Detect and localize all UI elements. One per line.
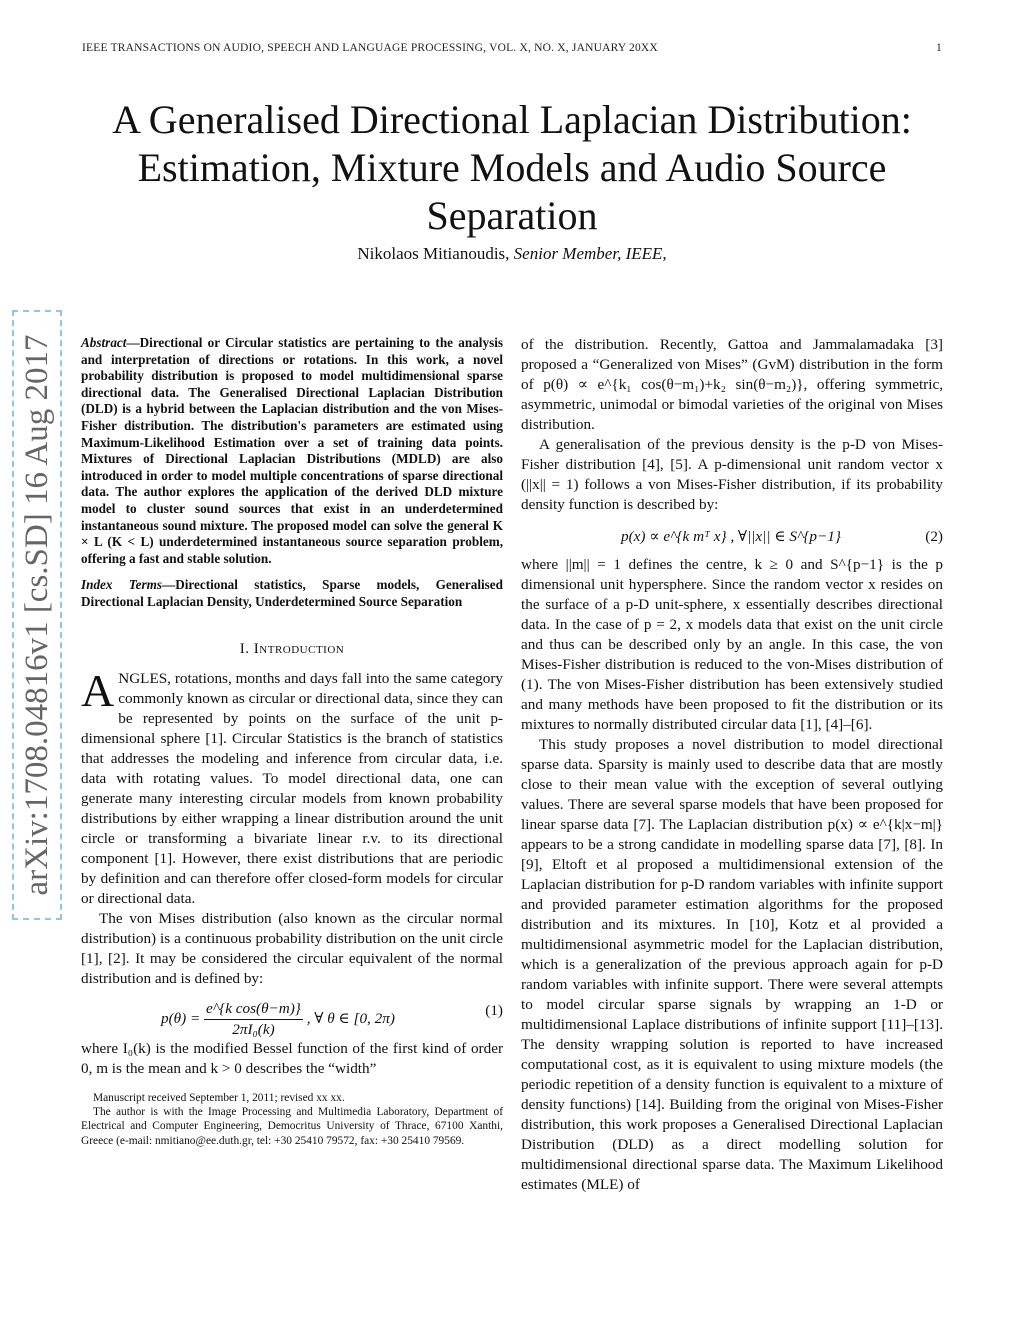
title-line: Separation bbox=[426, 193, 598, 238]
eq1-number: (1) bbox=[485, 1001, 503, 1019]
index-terms bbox=[81, 577, 503, 610]
eq1-lhs: p(θ) = bbox=[161, 1009, 201, 1027]
drop-cap: A bbox=[81, 664, 115, 716]
left-column bbox=[81, 335, 503, 1148]
section-title: Introduction bbox=[253, 640, 345, 657]
intro-paragraph-2: The von Mises distribution (also known as the circular normal distribution) is a continuous probability distribution on the unit circle [1], [2]. It may be considered the circular equivalent of the normal distribution and is defined by: bbox=[81, 909, 503, 987]
right-paragraph-1: of the distribution. Recently, Gattoa and Jammalamadaka [3] proposed a “Generalized von Mises” (GvM) distribution in the form of p(θ) ∝ e^{k₁ cos(θ−m₁)+k₂ sin(θ−m₂)}, offering symmetric, asymmetric, unimodal or bimodal varieties of the original von Mises distribution. bbox=[521, 336, 943, 433]
right-paragraph-4: This study proposes a novel distribution to model directional sparse data. Sparsity is mainly used to describe data that are mostly close to their mean value with the exception of several outlying values. There are several sparse models that have been proposed for linear sparse data [7]. The Laplacian distribution p(x) ∝ e^{k|x−m|} appears to be a strong candidate in modelling sparse data [7], [8]. In [9], Eltoft et al proposed a multidimensional extension of the Laplacian distribution for p-D random variables with infinite support and provided parameter estimation algorithms for the proposed distribution and its mixtures. In [10], Kotz et al provided a multidimensional asymmetric model for the Laplacian distribution, which is a generalization of the previous approach again for p-D random variables with infinite support. There were several attempts to model circular sparse signals by wrapping an 1-D or multidimensional Laplace distributions of infinite support [11]–[13]. The density wrapping solution is reported to have increased computational cost, as it is equivalent to using mixture models (the periodic repetition of a density function is equivalent to a mixture of density functions) [14]. Building from the original von Mises-Fisher distribution, this work proposes a Generalised Directional Laplacian Distribution (DLD) as a direct modelling solution for multidimensional directional sparse data. The Maximum Likelihood estimates (MLE) of bbox=[521, 736, 943, 1193]
right-paragraph-3: where ||m|| = 1 defines the centre, k ≥ 0 and S^{p−1} is the p dimensional unit hypersphere. Since the random vector x resides on the surface of a p-D unit-sphere, x essentially describes directional data. In the case of p = 2, x models data that exist on the unit circle and thus can be described only by an angle. In this case, the von Mises-Fisher distribution is reduced to the von-Mises distribution of (1). The von Mises-Fisher distribution has been extensively studied and many methods have been proposed to fit the distribution or its mixtures to normally distributed circular data [1], [4]–[6]. bbox=[521, 556, 943, 733]
right-column bbox=[521, 335, 943, 1195]
equation-1 bbox=[81, 989, 503, 1039]
footnote: Manuscript received September 1, 2011; revised xx xx. bbox=[93, 1091, 345, 1104]
equation-2 bbox=[521, 515, 943, 555]
right-paragraph-2: A generalisation of the previous density is the p-D von Mises-Fisher distribution [4], [5]. A p-dimensional unit random vector x (||x|| = 1) follows a von Mises-Fisher distribution, if its probability density function is described by: bbox=[521, 436, 943, 513]
author-name: Nikolaos Mitianoudis, bbox=[357, 244, 510, 263]
abstract bbox=[81, 335, 503, 567]
running-header bbox=[82, 42, 942, 54]
eq2-body: p(x) ∝ e^{k mᵀ x} , ∀||x|| ∈ S^{p−1} bbox=[621, 528, 841, 545]
title-line: Estimation, Mixture Models and Audio Source bbox=[137, 145, 887, 190]
abstract-label: Abstract bbox=[81, 335, 127, 350]
eq1-denominator: 2πI₀(k) bbox=[232, 1020, 275, 1038]
paper-title bbox=[60, 96, 964, 240]
section-number: I. bbox=[239, 640, 250, 657]
page-number: 1 bbox=[936, 42, 942, 54]
eq1-numerator: e^{k cos(θ−m)} bbox=[204, 999, 303, 1020]
intro-paragraph-3: where I₀(k) is the modified Bessel function of the first kind of order 0, m is the mean and k > 0 describes the “width” bbox=[81, 1039, 503, 1077]
index-terms-label: Index Terms bbox=[81, 577, 162, 593]
section-heading bbox=[81, 639, 503, 659]
author-role: Senior Member, IEEE, bbox=[513, 244, 667, 263]
footnotes bbox=[81, 1091, 503, 1149]
eq2-number: (2) bbox=[925, 528, 943, 545]
journal-header: IEEE TRANSACTIONS ON AUDIO, SPEECH AND LANGUAGE PROCESSING, VOL. X, NO. X, JANUARY 20XX bbox=[82, 42, 658, 54]
arxiv-stamp bbox=[12, 310, 62, 920]
intro-paragraph-1: ANGLES, rotations, months and days fall into the same category commonly known as circular or directional data, since they can be represented by points on the surface of the unit p-dimensional sphere [1]. Circular Statistics is the branch of statistics that addresses the modeling and inference from circular data, i.e. data with rotating values. To model directional data, one can generate many interesting circular models from known probability distributions by either wrapping a linear distribution around the unit circle or transforming a bivariate linear r.v. to its directional component [1]. However, there exist distributions that are periodic by definition and can therefore offer closed-form models for circular or directional data. bbox=[81, 664, 503, 907]
eq1-condition: , ∀ θ ∈ [0, 2π) bbox=[306, 1009, 395, 1027]
abstract-text: —Directional or Circular statistics are pertaining to the analysis and interpretation of directions or rotations. In this work, a novel probability distribution is proposed to model multidimensional sparse directional data. The Generalised Directional Laplacian Distribution (DLD) is a hybrid between the Laplacian distribution and the von Mises-Fisher distribution. The distribution's parameters are estimated using Maximum-Likelihood Estimation over a set of training data points. Mixtures of Directional Laplacian Distributions (MDLD) are also introduced in order to model multiple concentrations of sparse directional data. The author explores the application of the derived DLD mixture model to cluster sound sources that exist in an underdetermined instantaneous sound mixture. The proposed model can solve the general K × L (K < L) underdetermined instantaneous source separation problem, offering a fast and stable solution. bbox=[81, 335, 503, 566]
author-line bbox=[60, 244, 964, 264]
index-terms-text: —Directional statistics, Sparse models, Generalised Directional Laplacian Density, Underdetermined Source Separation bbox=[81, 577, 503, 609]
footnote: The author is with the Image Processing and Multimedia Laboratory, Department of Electrical and Computer Engineering, Democritus University of Thrace, 67100 Xanthi, Greece (e-mail: nmitiano@ee.duth.gr, tel: +30 25410 79572, fax: +30 25410 79569. bbox=[81, 1105, 503, 1147]
arxiv-stamp-text: arXiv:1708.04816v1 [cs.SD] 16 Aug 2017 bbox=[12, 310, 62, 920]
title-line: A Generalised Directional Laplacian Distribution: bbox=[112, 97, 912, 142]
